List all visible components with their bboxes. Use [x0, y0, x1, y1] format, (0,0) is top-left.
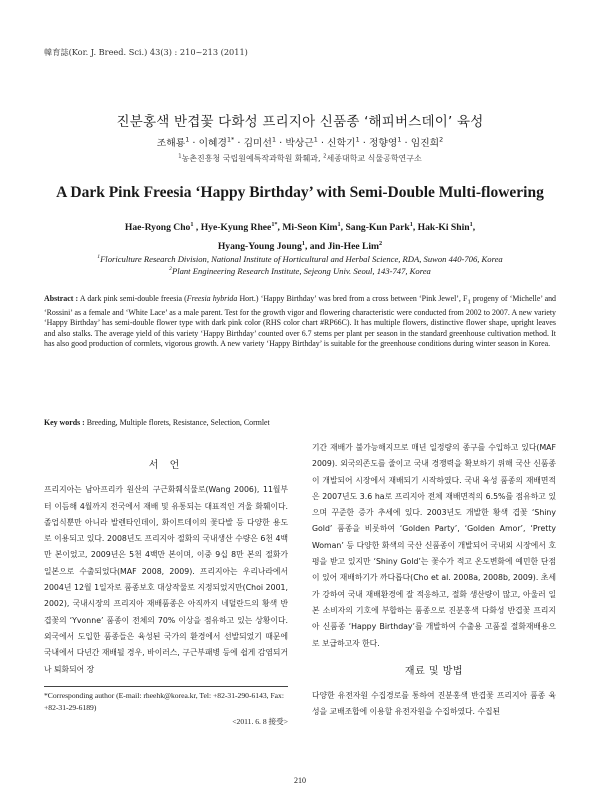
english-authors: Hae-Ryong Cho$^1$ , Hye-Kyung Rhee$^{1*}$, Mi-Seon Kim$^1$, Sang-Kun Park$^1$, Hak-Ki Shin$^1$, Hyang-Young Joung$^1$, and Jin-Hee Lim$^2$	[124, 220, 476, 252]
korean-authors: 조해룡$^1$ · 이혜경$^{1*}$ · 김미선$^1$ · 박상근$^1$ · 신학기$^1$ · 정향영$^1$ · 임진희$^2$	[156, 135, 444, 149]
methods-heading: 재료 및 방법	[404, 665, 464, 677]
methods-text: 다양한 유전자원 수집경로를 통하여 진분홍색 반겹꽃 프리지아 품종 육성을 교배조합에 이용할 유전자원을 수집하였다. 수집된	[312, 691, 556, 717]
introduction-text: 프리지아는 남아프리카 원산의 구근화훼식물로(Wang 2006), 11월부터 이듬해 4월까지 전국에서 재배 및 유통되는 대표적인 겨울 화훼이다. 졸업식뿐만 아니라 발렌타인데이, 화이트데이의 꽃다발 등 다양한 용도로 이용되고 있다. 2008년도 프리지아 절화의 국내생산 수량은 6천 4백만 본이었고, 2009년은 5천 4백만 본이며, 이중 9십 8만 본의 절화가 일본으로 수출되었다(MAF 2008, 2009). 프리지아는 우리나라에서 2004년 12월 1일자로 품종보호 대상작물로 지정되었지만(Choi 2001, 2002), 국내시장의 프리지아 재배품종은 아직까지 네덜란드의 황색 반겹꽃의 ‘Yvonne’ 품종이 전체의 70% 이상을 점유하고 있는 상황이다. 외국에서 도입한 품종들은 육성된 국가의 환경에서 선발되었기 때문에 국내에서 다년간 재배될 경우, 바이러스, 구근부패병 등에 쉽게 감염되거나 퇴화되어 장	[44, 485, 288, 674]
journal-citation: 韓育誌(Kor. J. Breed. Sci.) 43(3) : 210~213 (2011)	[44, 47, 248, 57]
keywords-label: Key words :	[44, 418, 85, 427]
corresponding-author-footnote: *Corresponding author (E-mail: rheehk@korea.kr, Tel: +82-31-290-6143, Fax: +82-31-29-6189)	[44, 691, 284, 712]
introduction-heading: 서 언	[148, 460, 184, 471]
received-date: <2011. 6. 8 接受>	[232, 717, 288, 726]
introduction-text-continued: 기간 재배가 불가능해지므로 매년 일정량의 종구를 수입하고 있다(MAF 2009). 외국의존도를 줄이고 국내 경쟁력을 확보하기 위해 국산 신품종이 개발되어 시장에서 재배되기 시작하였다. 국내 육성 품종의 재배면적은 2007년도 3.6 ha로 프리지아 전체 재배면적의 6.5%를 점유하고 있으며 꾸준한 증가 추세에 있다. 2003년도 개발한 황색 겹꽃 ‘Shiny Gold’ 품종을 비롯하여 ‘Golden Party’, ‘Golden Amor’, ‘Pretty Woman’ 등 다양한 화색의 국산 신품종이 개발되어 국내외 시장에서 호평을 받고 있지만 ‘Shiny Gold’는 꽃수가 적고 온도변화에 예민한 단점이 있어 재배하기가 까다롭다(Cho et al. 2008a, 2008b, 2009). 초세가 강하여 국내 재배환경에 잘 적응하고, 절화 생산량이 많고, 아울러 일본 소비자의 기호에 부합하는 품종으로 진분홍색 다화성 반겹꽃 프리지아 신품종 ‘Happy Birthday’를 개발하여 수출용 고품질 절화재배용으로 보급하고자 한다.	[312, 443, 556, 648]
english-title: A Dark Pink Freesia ‘Happy Birthday’ with Semi-Double Multi-flowering	[56, 184, 544, 201]
korean-title: 진분홍색 반겹꽃 다화성 프리지아 신품종 ‘해피버스데이’ 육성	[116, 114, 484, 130]
abstract-label: Abstract :	[44, 294, 79, 303]
english-affiliations: $^1$Floriculture Research Division, National Institute of Horticultural and Herbal Science, RDA, Suwon 440-706, Korea $^2$Plant Engineering Research Institute, Sejeong Univ. Seoul, 143-747, Korea	[97, 254, 503, 276]
keywords: Key words : Breeding, Multiple florets, Resistance, Selection, Cormlet	[44, 418, 270, 427]
right-column	[312, 443, 556, 721]
left-column	[44, 452, 288, 678]
page-number: 210	[294, 776, 306, 785]
abstract: Abstract : A dark pink semi-double freesia (Freesia hybrida Hort.) ‘Happy Birthday’ was bred from a cross between ‘Pink Jewel’, $F_1$ progeny of ‘Michelle’ and ‘Rossini’ as a female and ‘White Lace’ as a male parent. Test for the growth vigor and flowering characteristic were conducted from 2002 to 2007. A new variety ‘Happy Birthday’ has semi-double flower type with dark pink color (RHS color chart #RP66C). It has multiple flowers, distinctive flower shape, upright leaves and also stalks. The average yield of this variety ‘Happy Birthday’ counted over 6.7 stems per plant per season in the standard greenhouse cultivation method. It has also good production of cormlets, vigorous growth. A new variety ‘Happy Birthday’ is suitable for the greenhouse conditions during winter season in Korea.	[44, 294, 556, 349]
korean-affiliations: $^1$농촌진흥청 국립원예특작과학원 화훼과, $^2$세종대학교 식물공학연구소	[178, 153, 422, 163]
footnote-divider	[44, 686, 288, 687]
